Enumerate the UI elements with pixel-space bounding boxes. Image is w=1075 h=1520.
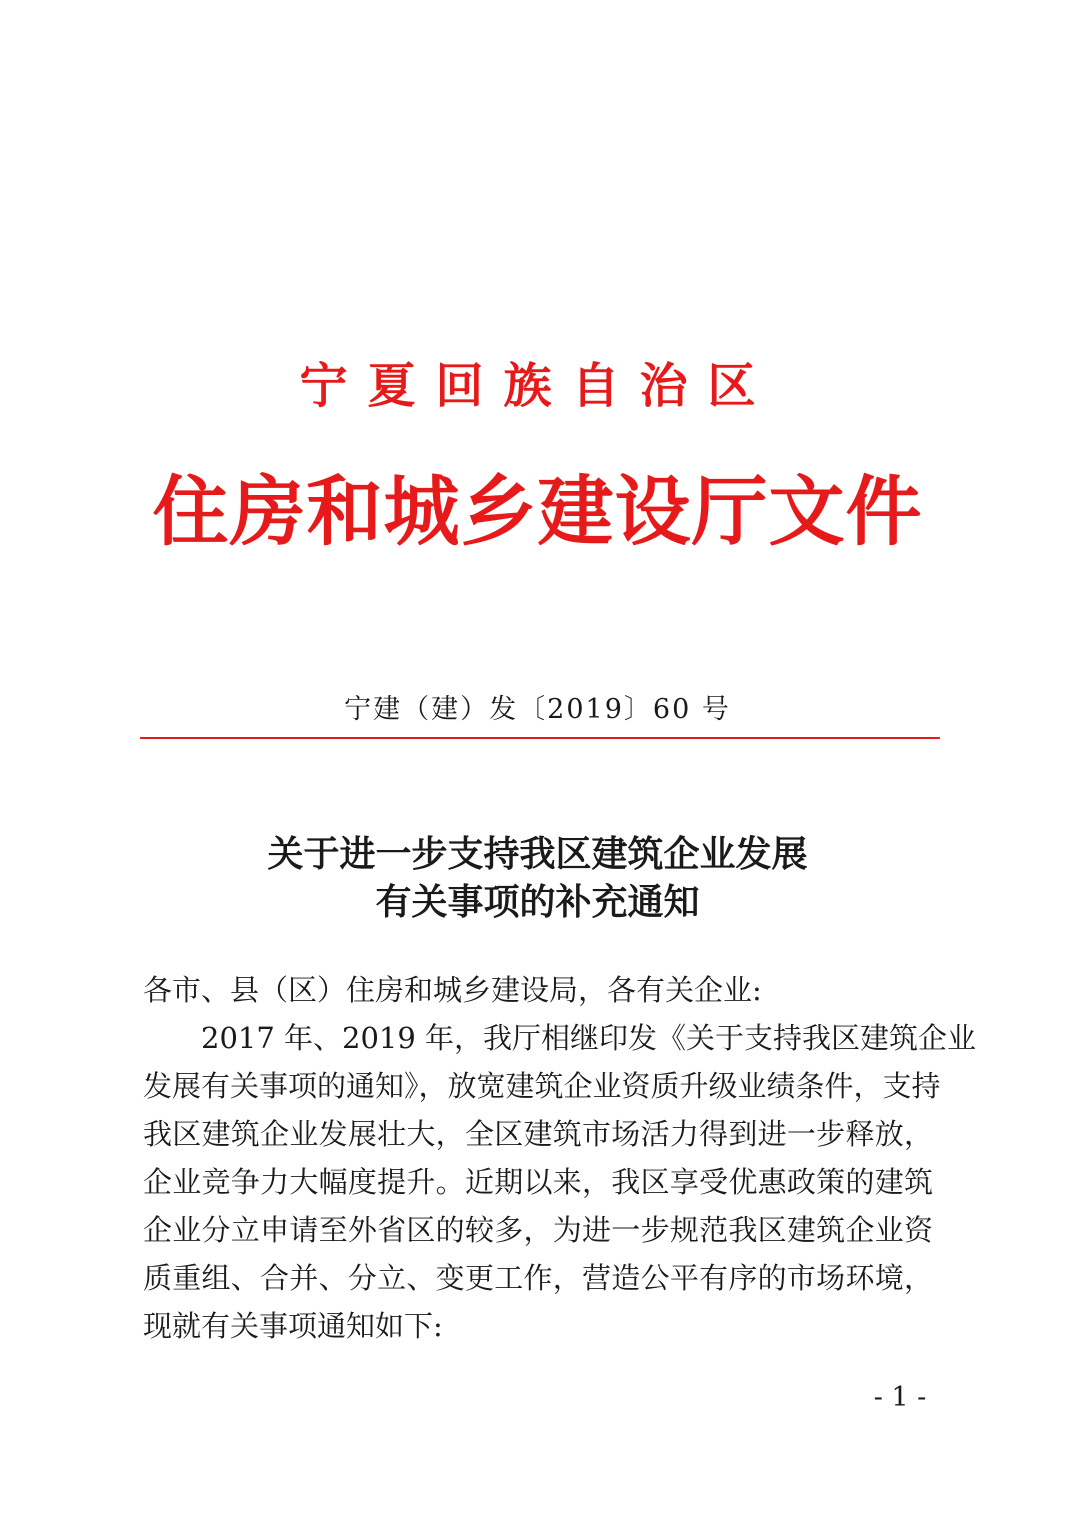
document-number: 宁建（建）发〔2019〕60 号 bbox=[344, 694, 731, 725]
paragraph-line: 现就有关事项通知如下: bbox=[143, 1309, 443, 1343]
document-header-title: 住房和城乡建设厅文件 bbox=[152, 467, 923, 556]
issuer-organization: 宁夏回族自治区 bbox=[299, 358, 776, 414]
paragraph-line: 2017 年、2019 年，我厅相继印发《关于支持我区建筑企业 bbox=[201, 1021, 977, 1055]
paragraph-line: 企业竞争力大幅度提升。近期以来，我区享受优惠政策的建筑 bbox=[143, 1165, 933, 1199]
paragraph-line: 企业分立申请至外省区的较多，为进一步规范我区建筑企业资 bbox=[143, 1213, 933, 1247]
notice-title-line-1: 关于进一步支持我区建筑企业发展 bbox=[267, 833, 808, 875]
red-divider-line bbox=[140, 737, 940, 739]
page-number: - 1 - bbox=[873, 1382, 927, 1413]
salutation: 各市、县（区）住房和城乡建设局，各有关企业: bbox=[143, 973, 762, 1007]
notice-title-line-2: 有关事项的补充通知 bbox=[375, 881, 700, 923]
notice-title bbox=[0, 830, 1075, 926]
paragraph-line: 质重组、合并、分立、变更工作，营造公平有序的市场环境， bbox=[143, 1261, 933, 1295]
paragraph-line: 我区建筑企业发展壮大，全区建筑市场活力得到进一步释放， bbox=[143, 1117, 933, 1151]
notice-body bbox=[143, 966, 977, 1350]
paragraph-line: 发展有关事项的通知》，放宽建筑企业资质升级业绩条件，支持 bbox=[143, 1069, 941, 1103]
